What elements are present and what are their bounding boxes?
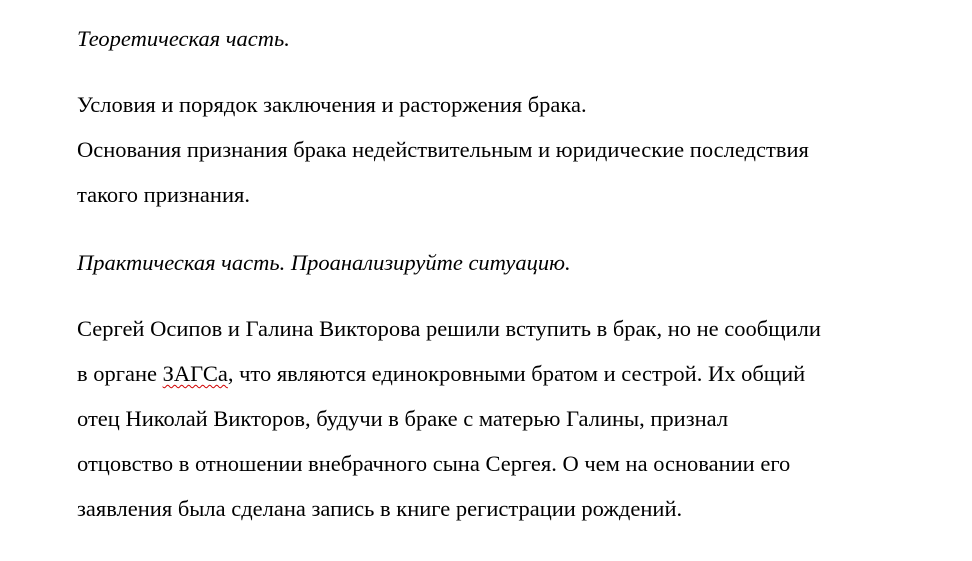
case-text-line: отец Николай Викторов, будучи в браке с матерью Галины, признал xyxy=(77,406,729,431)
case-text-line xyxy=(77,361,805,387)
case-text-segment: , что являются единокровными братом и сестрой. Их общий xyxy=(227,361,806,386)
theory-item-invalidity-grounds-continued: такого признания. xyxy=(77,182,250,207)
case-text-line: Сергей Осипов и Галина Викторова решили вступить в брак, но не сообщили xyxy=(77,316,821,341)
theory-heading: Теоретическая часть. xyxy=(77,26,290,51)
case-text-segment: в органе xyxy=(77,361,163,386)
spellcheck-flagged-word[interactable]: ЗАГСа xyxy=(162,361,228,386)
practice-heading: Практическая часть. Проанализируйте ситуацию. xyxy=(77,250,571,275)
theory-item-marriage-conditions: Условия и порядок заключения и расторжения брака. xyxy=(77,92,587,117)
case-text-line: отцовство в отношении внебрачного сына Сергея. О чем на основании его xyxy=(77,451,791,476)
case-text-line: заявления была сделана запись в книге регистрации рождений. xyxy=(77,496,683,521)
theory-item-invalidity-grounds: Основания признания брака недействительным и юридические последствия xyxy=(77,137,809,162)
